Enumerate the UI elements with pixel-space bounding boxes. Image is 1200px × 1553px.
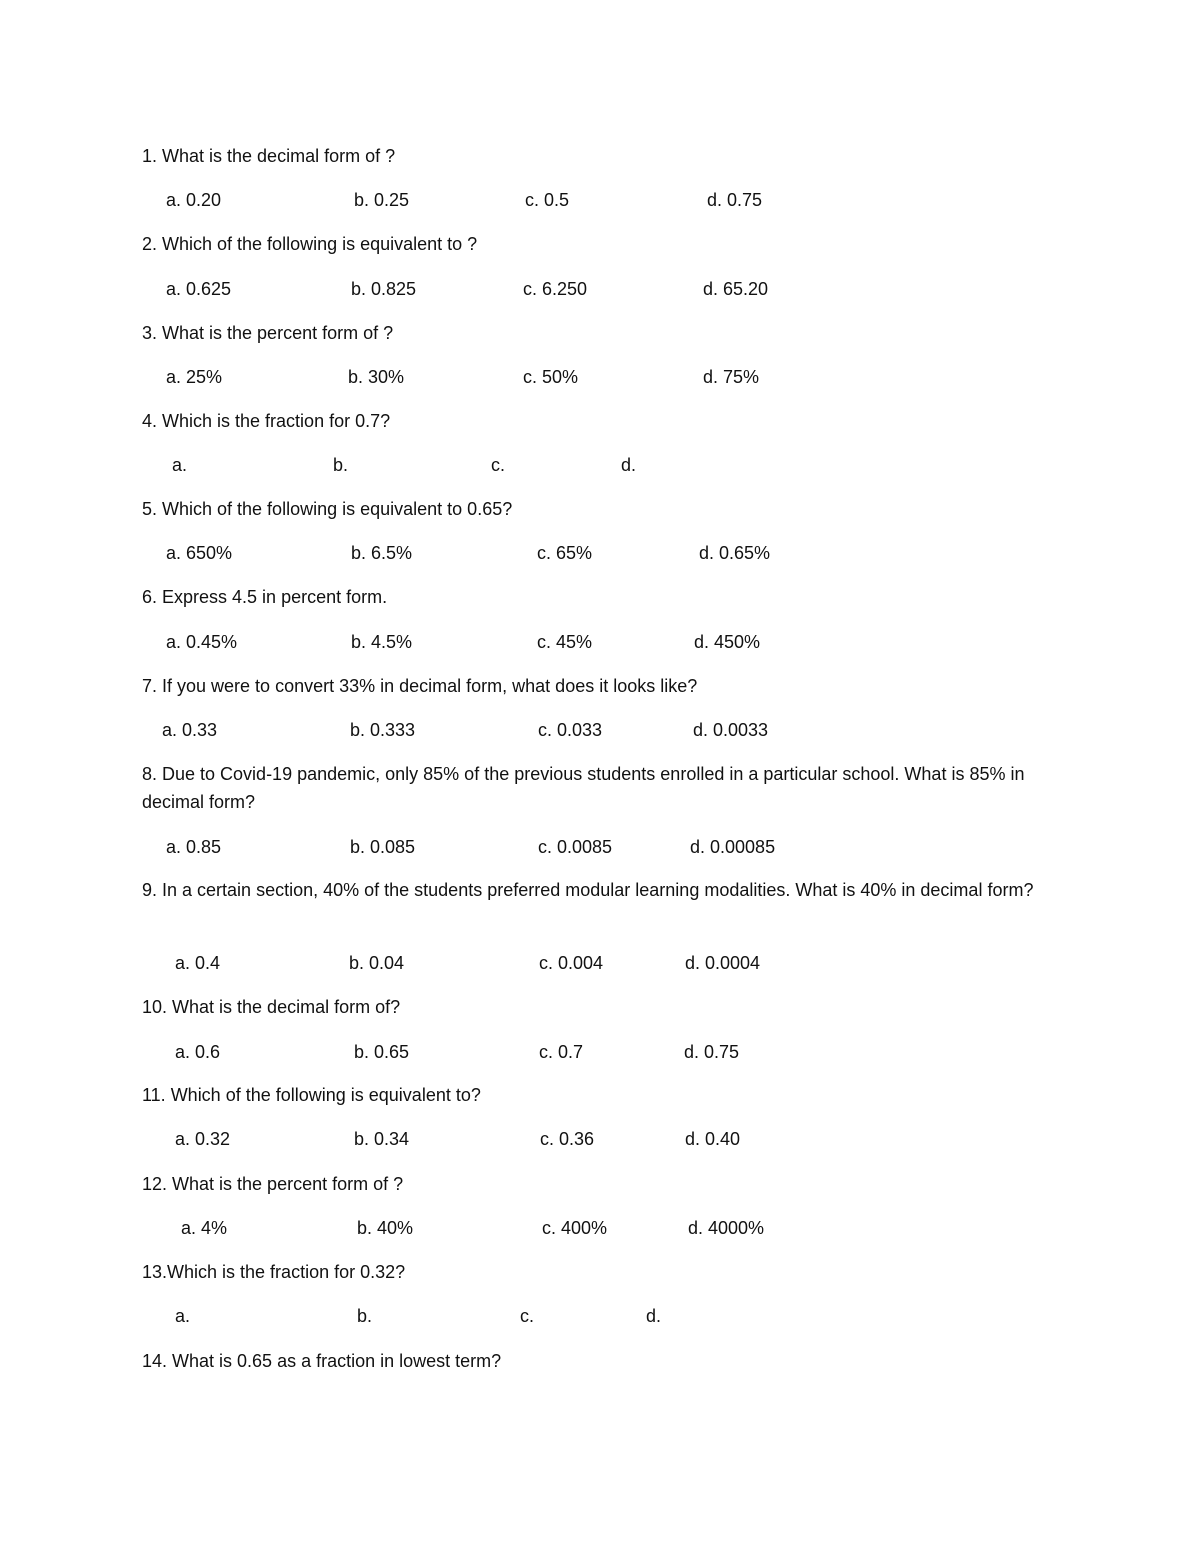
question-10: 10. What is the decimal form of? <box>142 997 401 1017</box>
option-4c: c. <box>491 455 506 475</box>
option-4b: b. <box>333 455 349 475</box>
option-1b: b. 0.25 <box>354 190 410 210</box>
option-7c: c. 0.033 <box>538 720 603 740</box>
option-5c: c. 65% <box>537 543 593 563</box>
question-7: 7. If you were to convert 33% in decimal form, what does it looks like? <box>142 676 698 696</box>
option-6d: d. 450% <box>694 632 761 652</box>
option-1c: c. 0.5 <box>525 190 570 210</box>
option-10d: d. 0.75 <box>684 1042 740 1062</box>
option-2d: d. 65.20 <box>703 279 769 299</box>
option-13d: d. <box>646 1306 662 1326</box>
question-5: 5. Which of the following is equivalent to 0.65? <box>142 499 513 519</box>
option-8d: d. 0.00085 <box>690 837 776 857</box>
option-5b: b. 6.5% <box>351 543 413 563</box>
option-1d: d. 0.75 <box>707 190 763 210</box>
option-3a: a. 25% <box>166 367 223 387</box>
option-2a: a. 0.625 <box>166 279 232 299</box>
option-12c: c. 400% <box>542 1218 608 1238</box>
question-1: 1. What is the decimal form of ? <box>142 146 396 166</box>
option-5a: a. 650% <box>166 543 233 563</box>
option-4d: d. <box>621 455 637 475</box>
option-10c: c. 0.7 <box>539 1042 584 1062</box>
option-3b: b. 30% <box>348 367 405 387</box>
option-9c: c. 0.004 <box>539 953 604 973</box>
option-3d: d. 75% <box>703 367 760 387</box>
option-9b: b. 0.04 <box>349 953 405 973</box>
option-10a: a. 0.6 <box>175 1042 221 1062</box>
question-12: 12. What is the percent form of ? <box>142 1174 404 1194</box>
option-8c: c. 0.0085 <box>538 837 613 857</box>
option-11d: d. 0.40 <box>685 1129 741 1149</box>
option-12d: d. 4000% <box>688 1218 765 1238</box>
option-11a: a. 0.32 <box>175 1129 231 1149</box>
option-10b: b. 0.65 <box>354 1042 410 1062</box>
option-8a: a. 0.85 <box>166 837 222 857</box>
question-6: 6. Express 4.5 in percent form. <box>142 587 388 607</box>
option-13b: b. <box>357 1306 373 1326</box>
option-9d: d. 0.0004 <box>685 953 761 973</box>
question-11: 11. Which of the following is equivalent to? <box>142 1085 481 1105</box>
question-3: 3. What is the percent form of ? <box>142 323 394 343</box>
option-1a: a. 0.20 <box>166 190 222 210</box>
option-12b: b. 40% <box>357 1218 414 1238</box>
option-7a: a. 0.33 <box>162 720 218 740</box>
option-9a: a. 0.4 <box>175 953 221 973</box>
option-12a: a. 4% <box>181 1218 228 1238</box>
option-2c: c. 6.250 <box>523 279 588 299</box>
option-13c: c. <box>520 1306 535 1326</box>
question-9: 9. In a certain section, 40% of the students preferred modular learning modalities. What is 40% in decimal form? <box>142 880 1034 900</box>
question-2: 2. Which of the following is equivalent to ? <box>142 234 478 254</box>
question-8: 8. Due to Covid-19 pandemic, only 85% of the previous students enrolled in a particular school. What is 85% in decimal form? <box>142 764 1025 812</box>
option-7b: b. 0.333 <box>350 720 416 740</box>
option-6a: a. 0.45% <box>166 632 238 652</box>
question-13: 13.Which is the fraction for 0.32? <box>142 1262 406 1282</box>
option-7d: d. 0.0033 <box>693 720 769 740</box>
question-14: 14. What is 0.65 as a fraction in lowest term? <box>142 1351 502 1371</box>
question-4: 4. Which is the fraction for 0.7? <box>142 411 391 431</box>
option-6b: b. 4.5% <box>351 632 413 652</box>
option-13a: a. <box>175 1306 191 1326</box>
option-3c: c. 50% <box>523 367 579 387</box>
option-8b: b. 0.085 <box>350 837 416 857</box>
option-6c: c. 45% <box>537 632 593 652</box>
option-2b: b. 0.825 <box>351 279 417 299</box>
option-11b: b. 0.34 <box>354 1129 410 1149</box>
option-4a: a. <box>172 455 188 475</box>
option-11c: c. 0.36 <box>540 1129 595 1149</box>
option-5d: d. 0.65% <box>699 543 771 563</box>
